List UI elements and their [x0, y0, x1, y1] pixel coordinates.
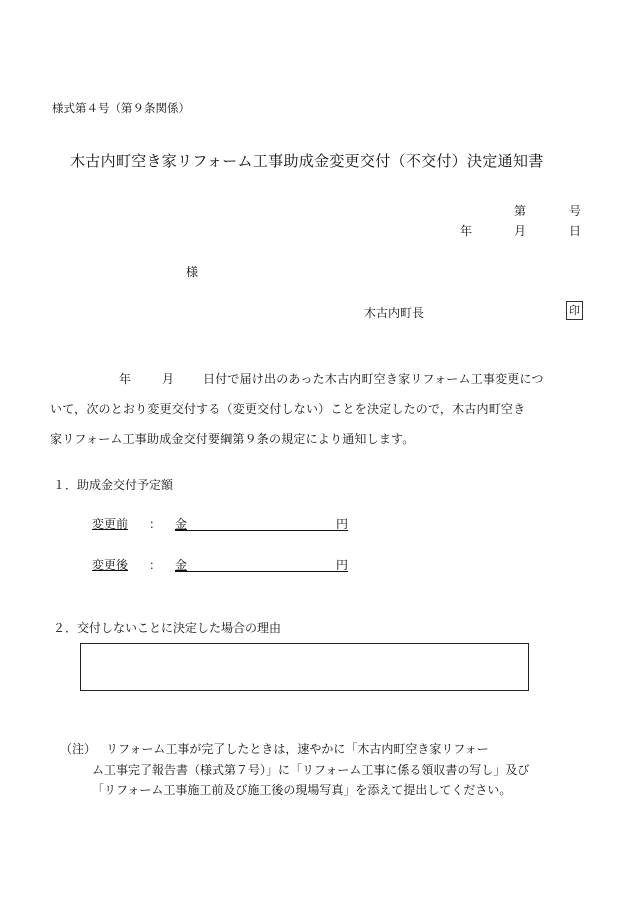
- note-line2: ム工事完了報告書（様式第７号）」に「リフォーム工事に係る領収書の写し」及び: [92, 763, 530, 777]
- amount-after-row: [92, 556, 348, 572]
- doc-number-dai: 第: [514, 204, 527, 218]
- note-line1: リフォーム工事が完了したときは，速やかに「木古内町空き家リフォー: [106, 742, 489, 756]
- seal-mark: 印: [566, 301, 583, 320]
- amount-before-kin: 金: [175, 517, 188, 531]
- body-line1-text: 日付で届け出のあった木古内町空き家リフォーム工事変更につ: [203, 372, 544, 386]
- reason-box: [80, 643, 529, 691]
- body-line2: いて，次のとおり変更交付する（変更交付しない）ことを決定したので，木古内町空き: [50, 402, 526, 416]
- amount-after-kin: 金: [175, 558, 188, 572]
- amount-before-label: 変更前: [92, 517, 129, 531]
- issuer-name: 木古内町長: [364, 306, 425, 320]
- amount-after-label: 変更後: [92, 558, 129, 572]
- amount-before-row: [92, 515, 348, 531]
- recipient-honorific: 様: [186, 265, 199, 279]
- doc-number-go: 号: [569, 204, 582, 218]
- amount-before-underline: [175, 530, 348, 531]
- form-number: 様式第４号（第９条関係）: [52, 101, 190, 115]
- body-line3: 家リフォーム工事助成金交付要綱第９条の規定により通知します。: [50, 432, 415, 446]
- amount-after-yen: 円: [335, 558, 348, 572]
- section1-heading: １．助成金交付予定額: [53, 478, 174, 492]
- body-line1-year: 年: [119, 372, 132, 386]
- amount-after-underline: [175, 571, 348, 572]
- note-line3: 「リフォーム工事施工前及び施工後の現場写真」を添えて提出してください。: [92, 783, 512, 797]
- amount-before-colon: ：: [149, 517, 162, 531]
- body-line1-month: 月: [162, 372, 175, 386]
- date-year: 年: [460, 224, 473, 238]
- amount-after-colon: ：: [149, 558, 162, 572]
- section2-heading: ２．交付しないことに決定した場合の理由: [53, 621, 282, 635]
- date-day: 日: [569, 224, 582, 238]
- document-title: 木古内町空き家リフォーム工事助成金変更交付（不交付）決定通知書: [70, 152, 544, 170]
- date-month: 月: [514, 224, 527, 238]
- amount-before-yen: 円: [335, 517, 348, 531]
- note-label: （注）: [60, 742, 97, 756]
